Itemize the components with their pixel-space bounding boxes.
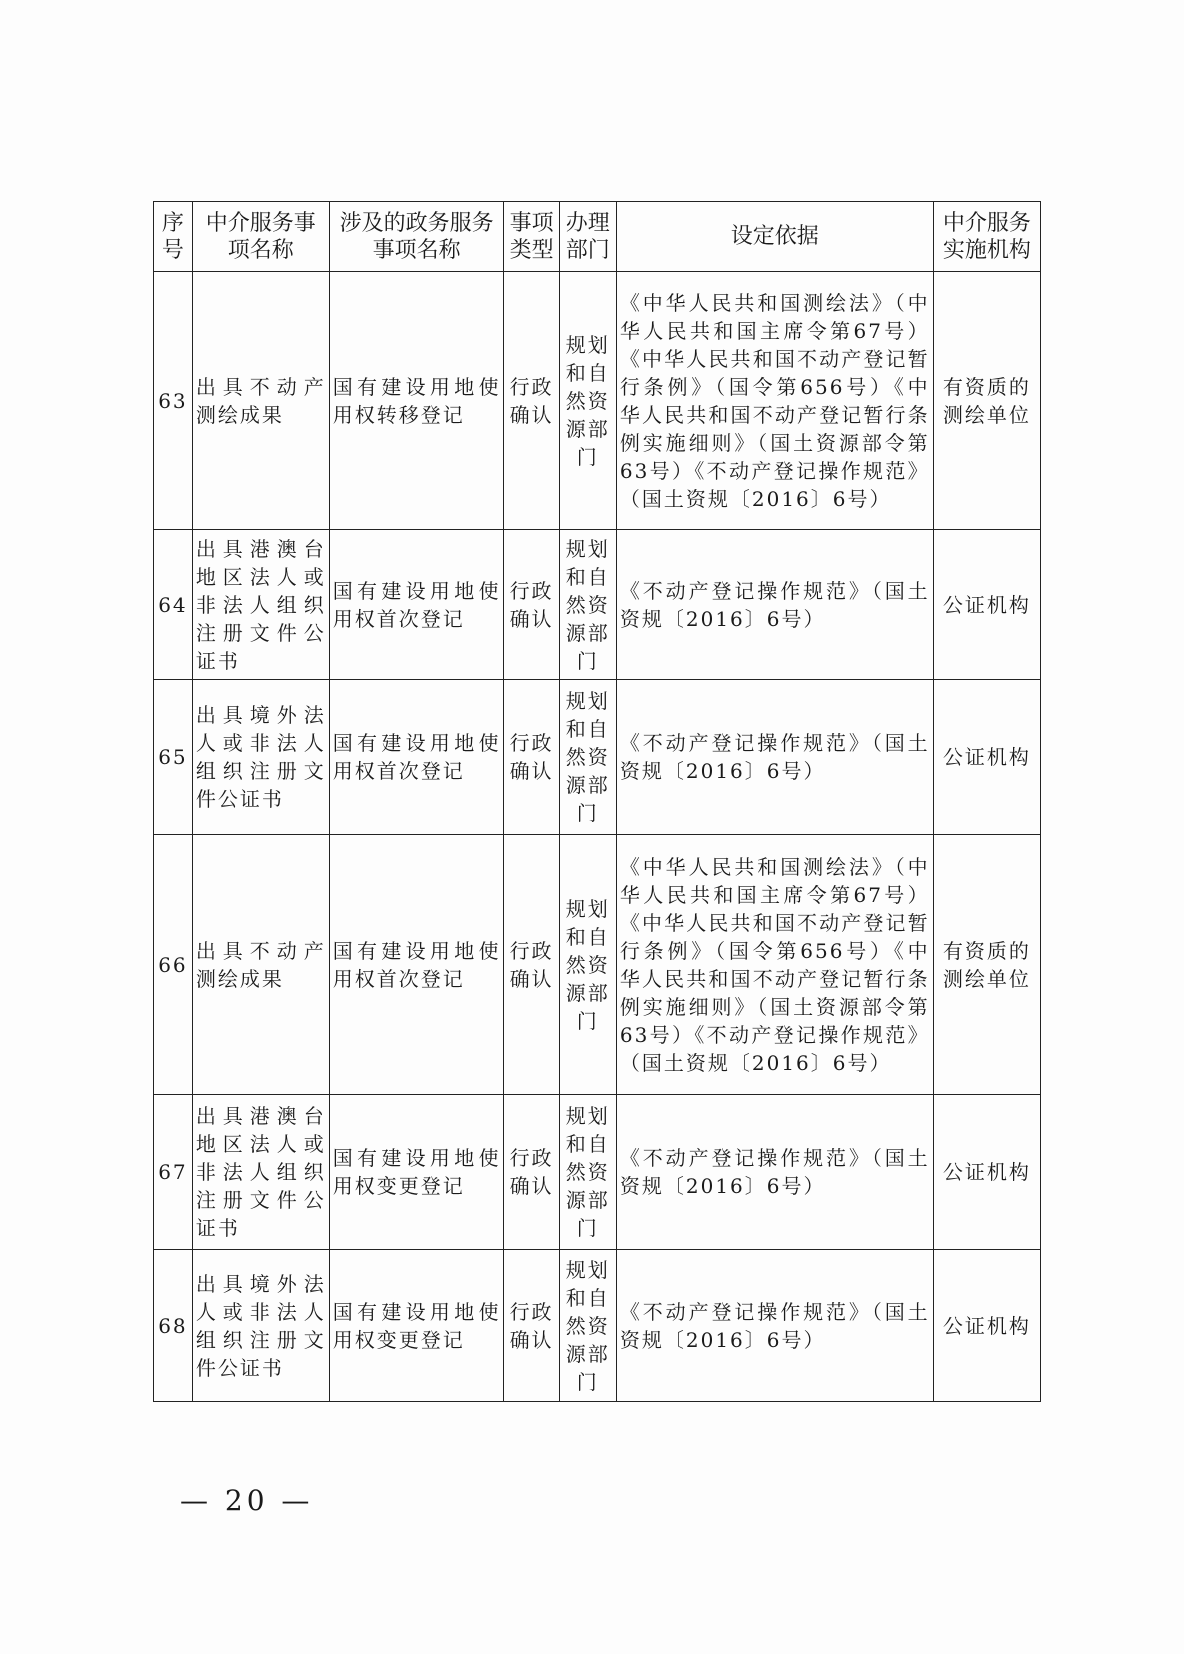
table-row xyxy=(154,1250,1041,1402)
header-item-type: 事项类型 xyxy=(504,202,559,272)
row-basis: 《不动产登记操作规范》（国土资规〔2016〕6号） xyxy=(616,1095,933,1250)
row-institution: 公证机构 xyxy=(933,530,1040,680)
row-gov-service: 国有建设用地使用权变更登记 xyxy=(329,1250,504,1402)
table-row xyxy=(154,835,1041,1095)
page-number: — 20 — xyxy=(180,1484,314,1517)
table-row xyxy=(154,680,1041,835)
row-institution: 有资质的测绘单位 xyxy=(933,835,1040,1095)
row-gov-service: 国有建设用地使用权变更登记 xyxy=(329,1095,504,1250)
row-basis: 《中华人民共和国测绘法》（中华人民共和国主席令第67号）《中华人民共和国不动产登记暂行条例》（国令第656号）《中华人民共和国不动产登记暂行条例实施细则》（国土资源部令第63号）《不动产登记操作规范》（国土资规〔2016〕6号） xyxy=(616,835,933,1095)
row-department: 规划和自然资源部门 xyxy=(559,272,616,530)
table-header-row xyxy=(154,202,1041,272)
row-seq: 67 xyxy=(154,1095,193,1250)
row-seq: 65 xyxy=(154,680,193,835)
row-gov-service: 国有建设用地使用权首次登记 xyxy=(329,530,504,680)
intermediary-services-table xyxy=(153,201,1041,1402)
row-seq: 64 xyxy=(154,530,193,680)
row-service-name: 出具不动产测绘成果 xyxy=(192,835,329,1095)
row-item-type: 行政确认 xyxy=(504,530,559,680)
row-basis: 《中华人民共和国测绘法》（中华人民共和国主席令第67号）《中华人民共和国不动产登记暂行条例》（国令第656号）《中华人民共和国不动产登记暂行条例实施细则》（国土资源部令第63号）《不动产登记操作规范》（国土资规〔2016〕6号） xyxy=(616,272,933,530)
row-basis: 《不动产登记操作规范》（国土资规〔2016〕6号） xyxy=(616,530,933,680)
row-service-name: 出具港澳台地区法人或非法人组织注册文件公证书 xyxy=(192,530,329,680)
row-seq: 68 xyxy=(154,1250,193,1402)
table-row xyxy=(154,272,1041,530)
row-service-name: 出具境外法人或非法人组织注册文件公证书 xyxy=(192,1250,329,1402)
row-gov-service: 国有建设用地使用权首次登记 xyxy=(329,835,504,1095)
row-institution: 公证机构 xyxy=(933,1095,1040,1250)
row-department: 规划和自然资源部门 xyxy=(559,1250,616,1402)
row-item-type: 行政确认 xyxy=(504,1250,559,1402)
row-service-name: 出具境外法人或非法人组织注册文件公证书 xyxy=(192,680,329,835)
row-basis: 《不动产登记操作规范》（国土资规〔2016〕6号） xyxy=(616,680,933,835)
row-item-type: 行政确认 xyxy=(504,272,559,530)
table-row xyxy=(154,1095,1041,1250)
row-seq: 66 xyxy=(154,835,193,1095)
row-institution: 公证机构 xyxy=(933,680,1040,835)
row-gov-service: 国有建设用地使用权转移登记 xyxy=(329,272,504,530)
row-basis: 《不动产登记操作规范》（国土资规〔2016〕6号） xyxy=(616,1250,933,1402)
row-institution: 有资质的测绘单位 xyxy=(933,272,1040,530)
row-department: 规划和自然资源部门 xyxy=(559,680,616,835)
row-item-type: 行政确认 xyxy=(504,680,559,835)
row-seq: 63 xyxy=(154,272,193,530)
row-gov-service: 国有建设用地使用权首次登记 xyxy=(329,680,504,835)
header-department: 办理部门 xyxy=(559,202,616,272)
row-service-name: 出具不动产测绘成果 xyxy=(192,272,329,530)
row-department: 规划和自然资源部门 xyxy=(559,1095,616,1250)
header-basis: 设定依据 xyxy=(616,202,933,272)
header-institution: 中介服务实施机构 xyxy=(933,202,1040,272)
row-item-type: 行政确认 xyxy=(504,1095,559,1250)
row-institution: 公证机构 xyxy=(933,1250,1040,1402)
row-service-name: 出具港澳台地区法人或非法人组织注册文件公证书 xyxy=(192,1095,329,1250)
row-department: 规划和自然资源部门 xyxy=(559,530,616,680)
row-department: 规划和自然资源部门 xyxy=(559,835,616,1095)
row-item-type: 行政确认 xyxy=(504,835,559,1095)
header-seq: 序号 xyxy=(154,202,193,272)
header-gov-service: 涉及的政务服务事项名称 xyxy=(329,202,504,272)
table-row xyxy=(154,530,1041,680)
header-service-name: 中介服务事项名称 xyxy=(192,202,329,272)
